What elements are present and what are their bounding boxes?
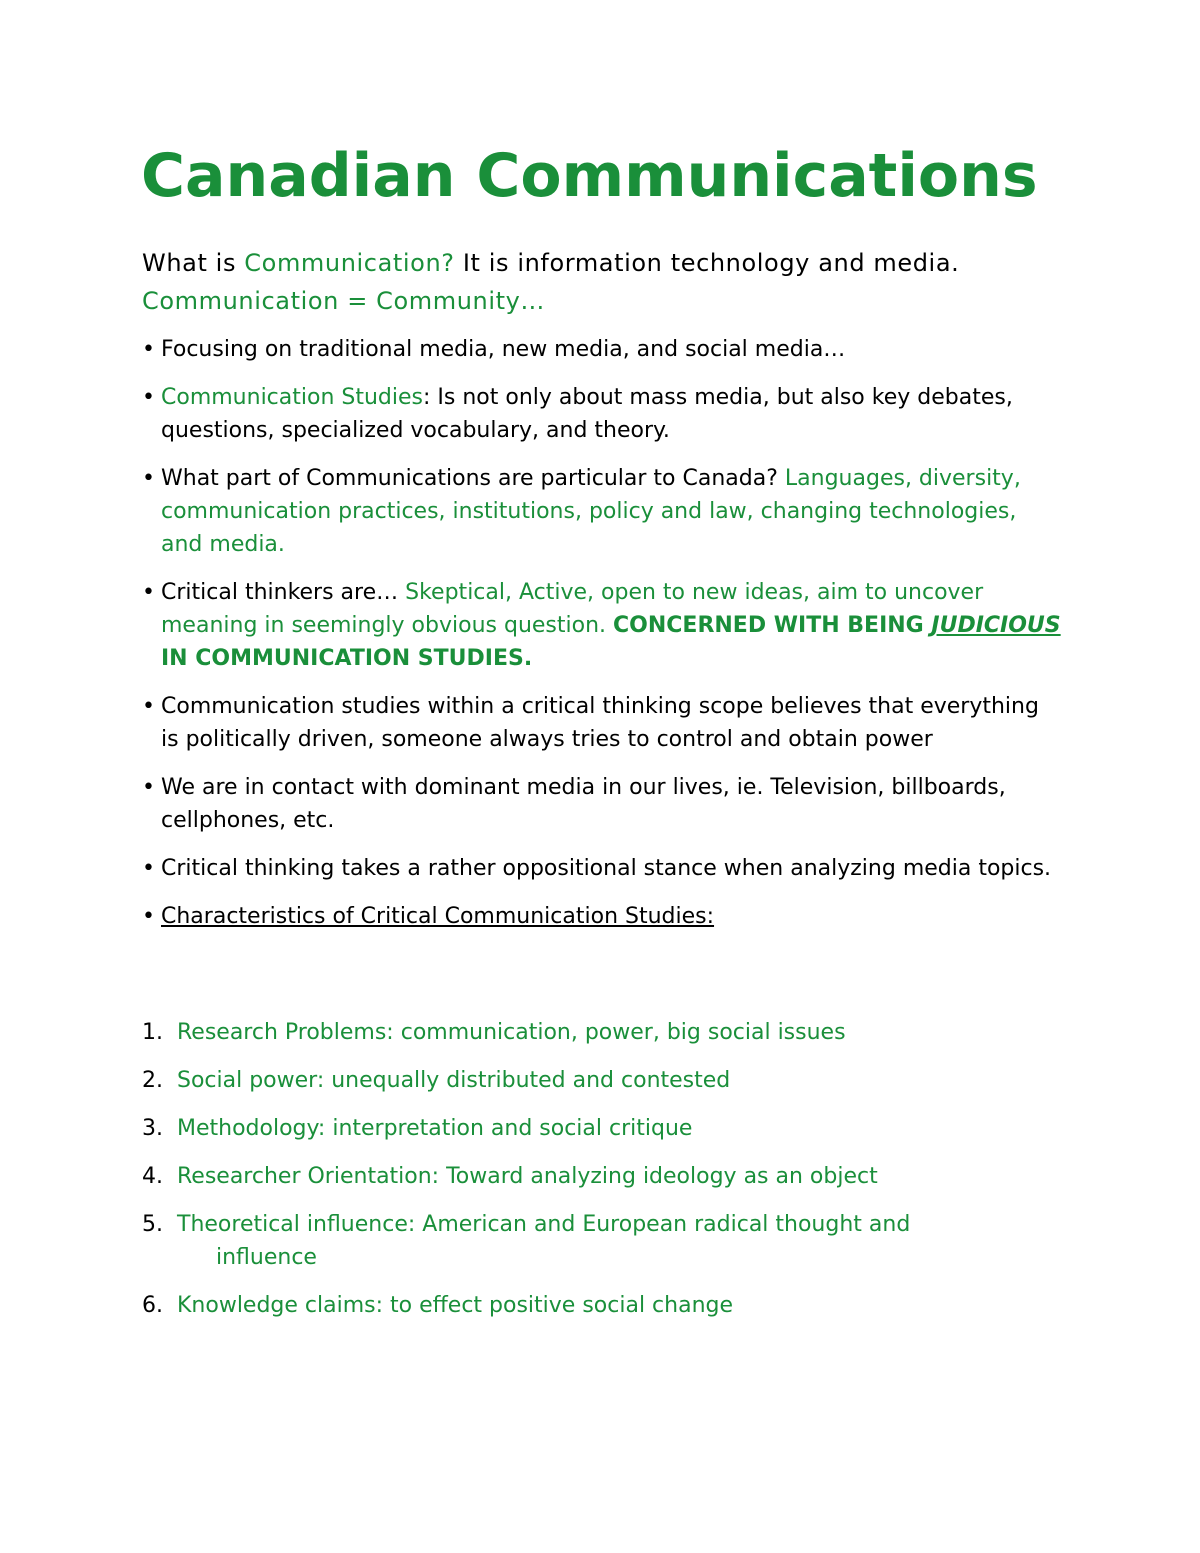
bullet-item — [142, 333, 1062, 366]
item-number: 2. — [142, 1068, 163, 1093]
numbered-item — [142, 1160, 1062, 1193]
bullet-icon: • — [142, 856, 155, 881]
item-text: Social power: unequally distributed and contested — [177, 1068, 731, 1093]
item-number: 6. — [142, 1293, 163, 1318]
item-number: 5. — [142, 1212, 163, 1237]
bullet-list — [142, 333, 1062, 948]
bullet-icon: • — [142, 385, 155, 410]
numbered-item — [142, 1289, 1062, 1322]
bullet-item — [142, 381, 1062, 447]
intro-highlight-community: Communication = Community… — [142, 287, 546, 315]
bullet-item — [142, 462, 1062, 561]
item-text: Theoretical influence: American and European radical thought and — [177, 1212, 911, 1237]
characteristics-heading: Characteristics of Critical Communication Studies: — [161, 904, 715, 929]
page-title: Canadian Communications — [141, 141, 1038, 211]
bullet-item — [142, 771, 1062, 837]
bullet-icon: • — [142, 580, 155, 605]
bullet-icon: • — [142, 466, 155, 491]
bullet-text: Focusing on traditional media, new media, and social media… — [161, 337, 846, 362]
bullet-text: What part of Communications are particular to Canada? — [161, 466, 785, 491]
bullet-item — [142, 852, 1062, 885]
bullet-highlight: Communication Studies — [161, 385, 424, 410]
bullet-highlight: Languages, diversity, communication practices, institutions, policy and law, changing technologies, and media. — [161, 466, 1021, 557]
item-number: 4. — [142, 1164, 163, 1189]
bullet-bold-emphasis-end: IN COMMUNICATION STUDIES. — [161, 646, 533, 671]
item-text-continuation: influence — [216, 1245, 317, 1270]
bullet-text: Critical thinkers are… — [161, 580, 406, 605]
item-number: 1. — [142, 1020, 163, 1045]
numbered-item — [142, 1208, 1062, 1274]
bullet-item — [142, 576, 1062, 675]
bullet-highlight: Skeptical, Active, open to new ideas, aim to uncover meaning in seemingly obvious question. — [161, 580, 984, 638]
item-text: Researcher Orientation: Toward analyzing ideology as an object — [177, 1164, 878, 1189]
bullet-text: : Is not only about mass media, but also key debates, questions, specialized vocabulary, and theory. — [161, 385, 1013, 443]
bullet-icon: • — [142, 904, 155, 929]
bullet-bold-emphasis: CONCERNED WITH BEING — [613, 613, 932, 638]
bullet-icon: • — [142, 775, 155, 800]
numbered-item — [142, 1016, 1062, 1049]
bullet-text: Critical thinking takes a rather oppositional stance when analyzing media topics. — [161, 856, 1052, 881]
numbered-item — [142, 1112, 1062, 1145]
bullet-judicious-emphasis: JUDICIOUS — [931, 613, 1061, 638]
bullet-text: Communication studies within a critical thinking scope believes that everything is politically driven, someone always tries to control and obtain power — [161, 694, 1039, 752]
numbered-item — [142, 1064, 1062, 1097]
item-text: Knowledge claims: to effect positive social change — [177, 1293, 734, 1318]
bullet-item — [142, 690, 1062, 756]
item-text: Research Problems: communication, power, big social issues — [177, 1020, 846, 1045]
intro-paragraph — [142, 244, 1062, 320]
characteristics-list — [142, 1016, 1062, 1337]
bullet-icon: • — [142, 337, 155, 362]
bullet-item — [142, 900, 1062, 933]
item-text: Methodology: interpretation and social critique — [177, 1116, 693, 1141]
intro-text-2: It is information technology and media. — [454, 249, 960, 277]
intro-text-1: What is — [142, 249, 245, 277]
bullet-icon: • — [142, 694, 155, 719]
intro-highlight-communication: Communication? — [244, 249, 455, 277]
bullet-text: We are in contact with dominant media in our lives, ie. Television, billboards, cellphones, etc. — [161, 775, 1006, 833]
item-number: 3. — [142, 1116, 163, 1141]
